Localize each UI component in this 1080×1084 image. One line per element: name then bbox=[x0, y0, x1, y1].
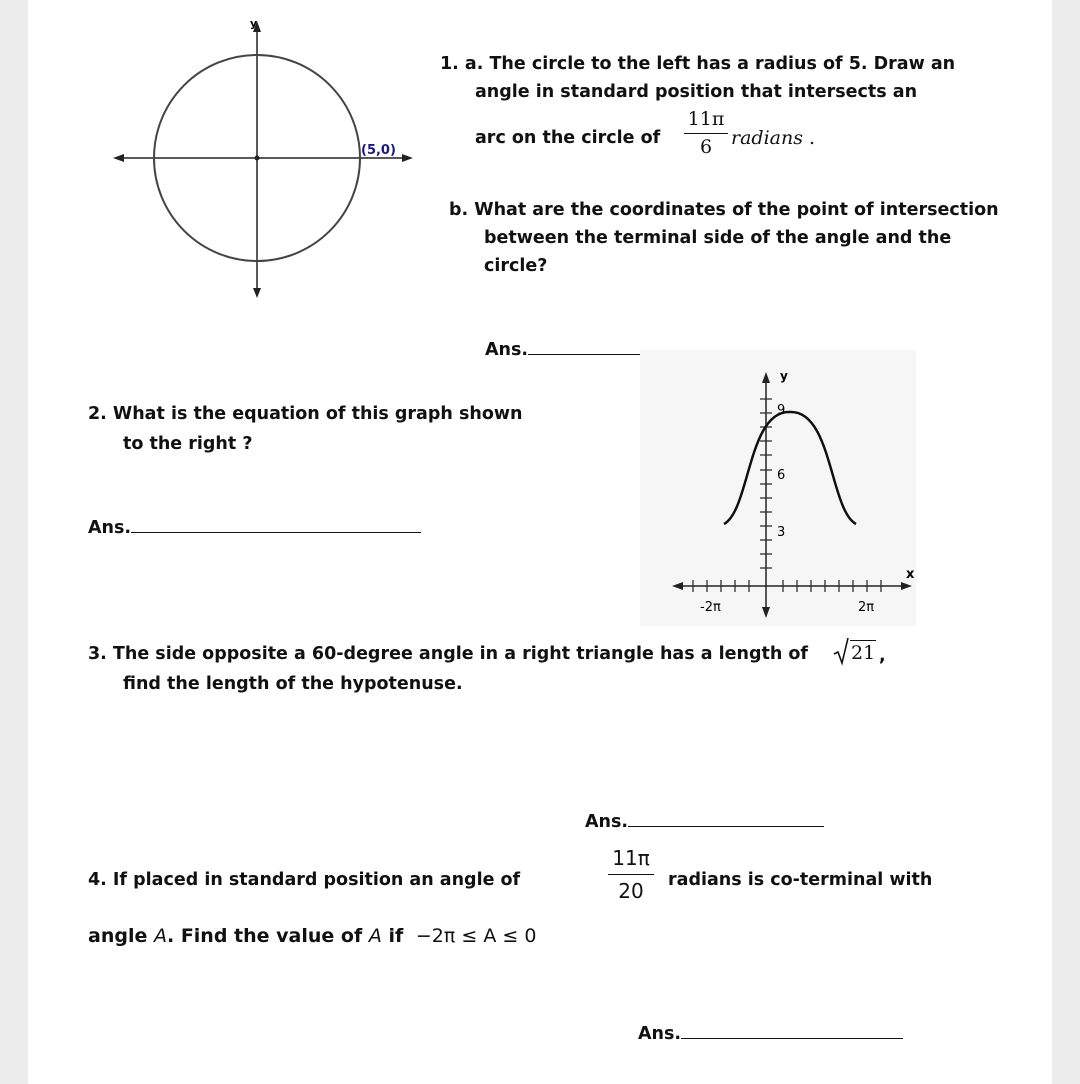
q3-text-line-2: find the length of the hypotenuse. bbox=[123, 674, 463, 694]
q3-text-line-1: The side opposite a 60-degree angle in a right triangle has a length of bbox=[112, 644, 809, 664]
graph-x-tick-neg-2pi: -2π bbox=[700, 600, 721, 615]
q2-ans-label: Ans. bbox=[88, 518, 132, 538]
circle-y-axis-label: y bbox=[250, 17, 258, 30]
q4-find-text: . Find the value of bbox=[166, 925, 363, 947]
q3-answer-blank[interactable] bbox=[628, 808, 824, 827]
worksheet-page bbox=[28, 0, 1052, 1084]
graph-y-axis-label: y bbox=[780, 369, 788, 383]
q1-fraction-bar bbox=[684, 133, 728, 134]
q4-var-a: A bbox=[153, 925, 167, 947]
q2-text-line-2: to the right ? bbox=[123, 434, 253, 454]
q3-line-1 bbox=[88, 640, 808, 669]
bell-curve-graph bbox=[640, 350, 916, 626]
q1-part-b-line-2: between the terminal side of the angle and the bbox=[484, 228, 952, 248]
q4-ans-label: Ans. bbox=[638, 1024, 682, 1044]
q3-comma: , bbox=[879, 646, 886, 666]
q4-number: 4. bbox=[88, 870, 107, 890]
q3-ans-label: Ans. bbox=[585, 812, 629, 832]
circle-x-arrow-left bbox=[113, 154, 124, 162]
q4-angle-numerator: 11π bbox=[612, 846, 650, 870]
q1-angle-fraction bbox=[684, 110, 728, 157]
q1-part-b-line-1: b. What are the coordinates of the point of intersection bbox=[449, 200, 999, 220]
q1-part-a-line-2: angle in standard position that intersects an bbox=[475, 82, 918, 102]
q4-answer-blank[interactable] bbox=[681, 1020, 903, 1039]
q4-text-line-1: If placed in standard position an angle of bbox=[112, 870, 521, 890]
q2-number: 2. bbox=[88, 404, 107, 424]
q1-number: 1. bbox=[440, 54, 459, 74]
q1-angle-unit: radians . bbox=[731, 127, 816, 149]
q2-text-line-1: What is the equation of this graph shown bbox=[112, 404, 523, 424]
q3-sqrt-symbol bbox=[833, 636, 849, 666]
q4-angle-fraction bbox=[608, 848, 654, 901]
circle-y-arrow-bottom bbox=[253, 288, 261, 298]
q3-sqrt-value: 21 bbox=[851, 642, 876, 664]
q2-answer bbox=[88, 514, 421, 543]
q1-part-a-line-3: arc on the circle of bbox=[475, 128, 661, 148]
circle-figure bbox=[108, 15, 448, 305]
graph-y-tick-9: 9 bbox=[777, 403, 786, 418]
q1-ans-label: Ans. bbox=[485, 340, 529, 360]
q4-line-2 bbox=[88, 922, 536, 951]
q1-line-1 bbox=[440, 50, 955, 79]
origin-dot bbox=[255, 156, 260, 161]
circle-x-arrow-right bbox=[402, 154, 413, 162]
graph-y-tick-6: 6 bbox=[777, 468, 786, 483]
q3-answer bbox=[585, 808, 824, 837]
graph-x-axis-label: x bbox=[906, 567, 915, 582]
q4-if-word: if bbox=[388, 925, 404, 947]
q1-angle-denominator: 6 bbox=[699, 136, 713, 158]
q1-part-a-line-1: a. The circle to the left has a radius of 5. Draw an bbox=[464, 54, 956, 74]
q1-angle-numerator: 11π bbox=[687, 108, 725, 130]
q4-text-line-1-suffix: radians is co-terminal with bbox=[668, 870, 933, 890]
q2-answer-blank[interactable] bbox=[131, 514, 421, 533]
q2-line-1 bbox=[88, 400, 522, 429]
q4-fraction-bar bbox=[608, 874, 654, 875]
graph-y-tick-3: 3 bbox=[777, 525, 786, 540]
q4-angle-word: angle bbox=[88, 925, 148, 947]
graph-x-tick-2pi: 2π bbox=[858, 600, 875, 615]
q4-inequality: −2π ≤ A ≤ 0 bbox=[415, 925, 537, 947]
q3-number: 3. bbox=[88, 644, 107, 664]
q4-line-1 bbox=[88, 866, 520, 895]
circle-point-label: (5,0) bbox=[361, 143, 396, 158]
q1-part-b-line-3: circle? bbox=[484, 256, 548, 276]
q4-angle-denominator: 20 bbox=[618, 879, 644, 903]
q4-answer bbox=[638, 1020, 903, 1049]
q4-var-a-2: A bbox=[368, 925, 382, 947]
